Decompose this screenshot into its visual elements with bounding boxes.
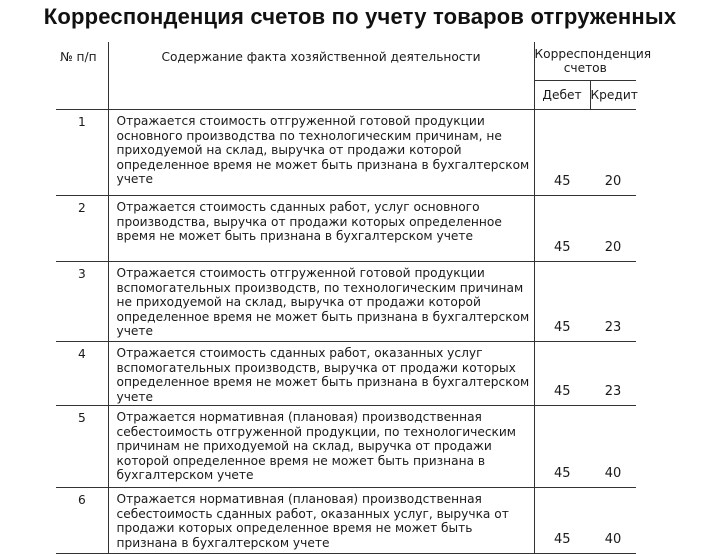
row-description: Отражается нормативная (плановая) производственная себестоимость отгруженной продукции, по технологическим причинам не приходуемой на склад, выручка от продажи которой определенное время не может быть признана в бухгалтерском учете [108, 406, 534, 488]
row-debit: 45 [534, 342, 590, 406]
row-description: Отражается нормативная (плановая) производственная себестоимость сданных работ, оказанных услуг, выручка от продажи которых определенное время не может быть признана в бухгалтерском учете [108, 488, 534, 554]
row-description: Отражается стоимость сданных работ, оказанных услуг вспомогательных производств, выручка от продажи которых определенное время не может быть признана в бухгалтерском учете [108, 342, 534, 406]
row-credit: 20 [590, 196, 636, 262]
row-debit: 45 [534, 196, 590, 262]
correspondence-table [56, 42, 652, 554]
row-credit: 23 [590, 262, 636, 342]
table-row [56, 110, 636, 196]
row-number: 4 [56, 342, 108, 406]
row-debit: 45 [534, 110, 590, 196]
table-row [56, 406, 636, 488]
row-number: 3 [56, 262, 108, 342]
correspondence-table-wrapper [56, 42, 652, 554]
header-credit: Кредит [590, 81, 636, 110]
row-description: Отражается стоимость отгруженной готовой продукции вспомогательных производств, по технологическим причинам не приходуемой на склад, выручка от продажи которой определенное время не может быть признана в бухгалтерском учете [108, 262, 534, 342]
row-number: 1 [56, 110, 108, 196]
row-credit: 20 [590, 110, 636, 196]
row-number: 2 [56, 196, 108, 262]
table-row [56, 196, 636, 262]
page-title: Корреспонденция счетов по учету товаров отгруженных [43, 4, 677, 29]
table-row [56, 262, 636, 342]
row-debit: 45 [534, 488, 590, 554]
row-description: Отражается стоимость отгруженной готовой продукции основного производства по технологическим причинам, не приходуемой на склад, выручка от продажи которой определенное время не может быть признана в бухгалтерском учете [108, 110, 534, 196]
row-debit: 45 [534, 406, 590, 488]
row-number: 6 [56, 488, 108, 554]
table-header [56, 42, 652, 110]
header-debit: Дебет [534, 81, 590, 110]
row-description: Отражается стоимость сданных работ, услуг основного производства, выручка от продажи которых определенное время не может быть признана в бухгалтерском учете [108, 196, 534, 262]
row-credit: 23 [590, 342, 636, 406]
row-number: 5 [56, 406, 108, 488]
table-row [56, 342, 636, 406]
table-row [56, 488, 636, 554]
header-number: № п/п [56, 42, 108, 110]
header-correspondence: Корреспонденция счетов [534, 42, 636, 81]
row-credit: 40 [590, 488, 636, 554]
table-body [56, 110, 636, 554]
header-description: Содержание факта хозяйственной деятельности [108, 42, 534, 110]
row-credit: 40 [590, 406, 636, 488]
row-debit: 45 [534, 262, 590, 342]
